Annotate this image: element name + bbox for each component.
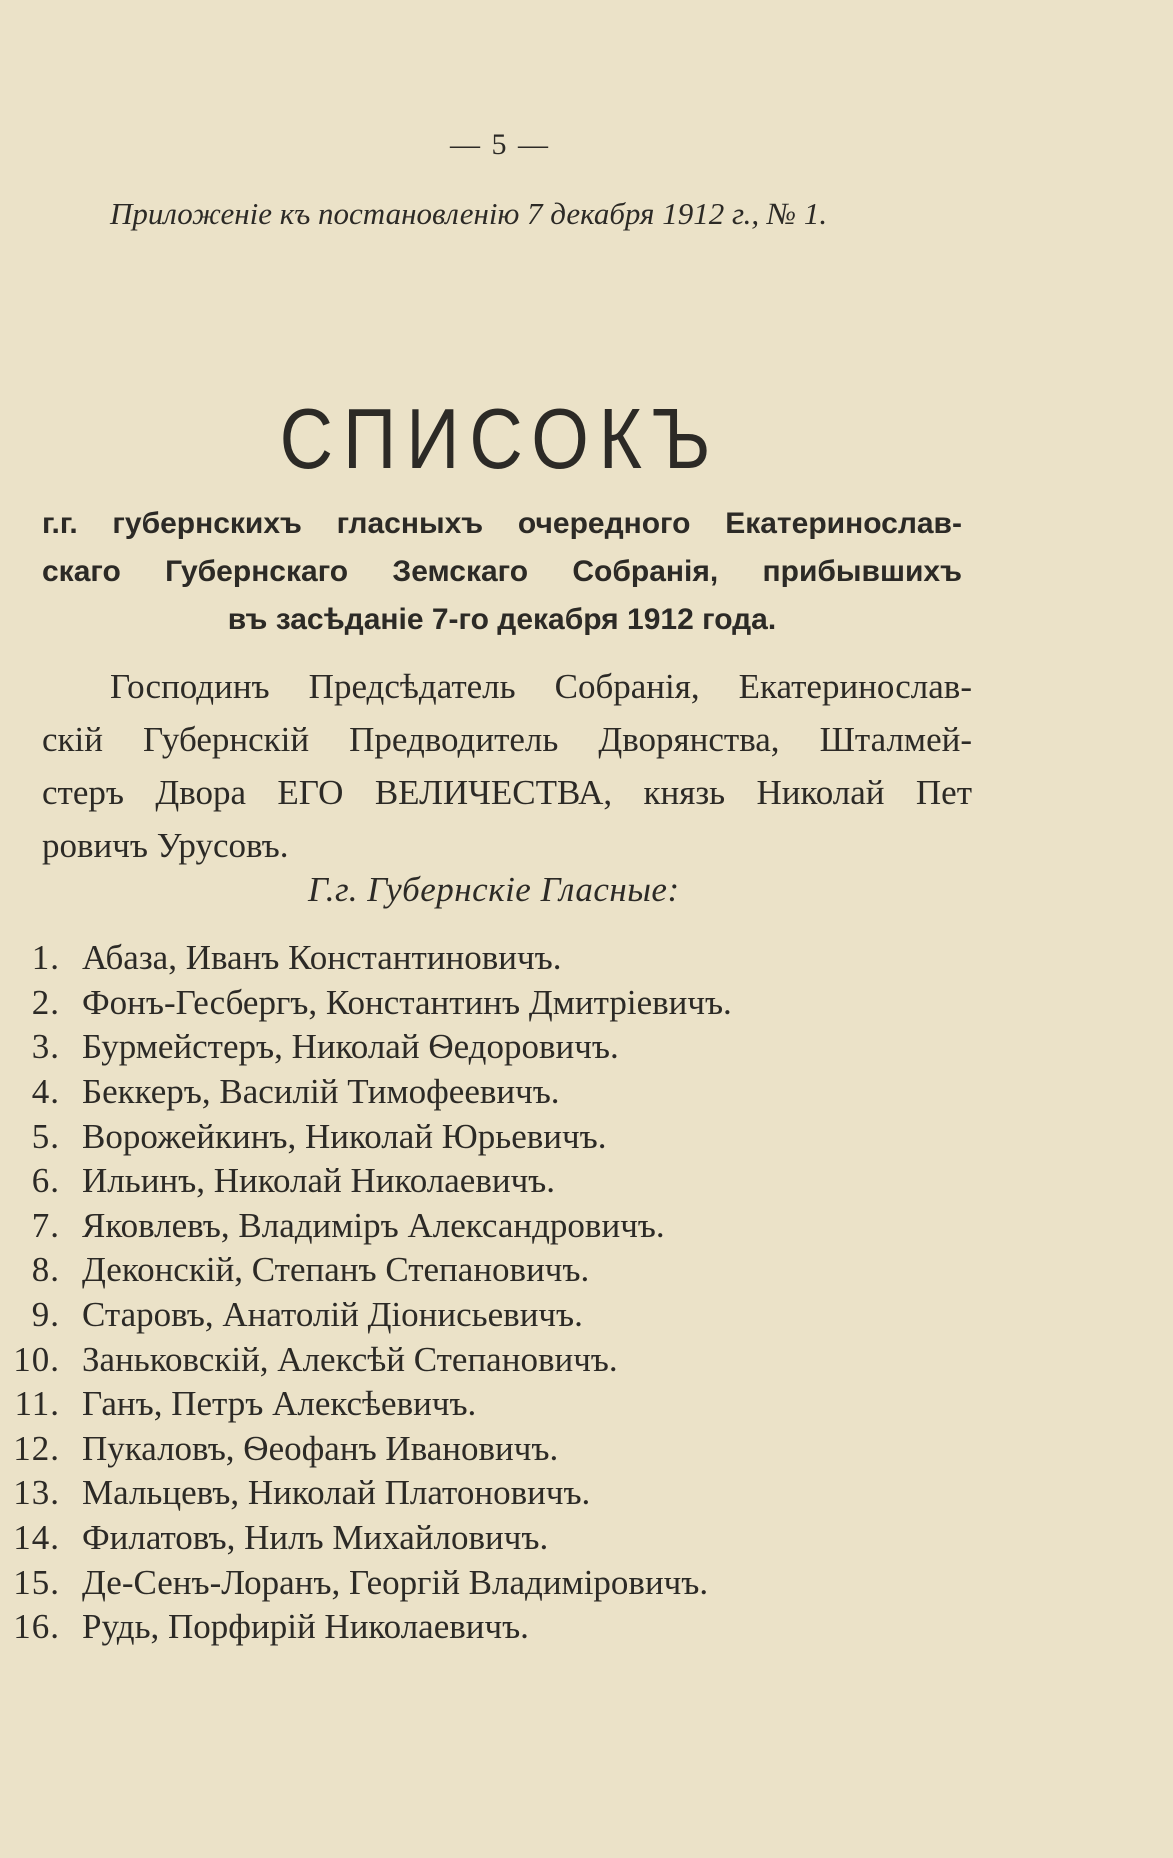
item-number: 7. bbox=[31, 1205, 60, 1245]
item-number: 15. bbox=[13, 1562, 60, 1602]
chairman-line: ровичъ Урусовъ. bbox=[42, 826, 289, 865]
member-name: Ильинъ, Николай Николаевичъ. bbox=[82, 1161, 556, 1201]
section-heading: Г.г. Губернскіе Гласные: bbox=[308, 870, 680, 909]
appendix-note: Приложеніе къ постановленію 7 декабря 1912 г., № 1. bbox=[110, 196, 828, 231]
member-name: Беккеръ, Василій Тимофеевичъ. bbox=[82, 1072, 560, 1112]
members-list bbox=[0, 936, 1000, 1650]
list-item bbox=[0, 1070, 1000, 1115]
document-title: СПИСОКЪ bbox=[279, 390, 721, 487]
item-number: 8. bbox=[31, 1250, 60, 1290]
item-number: 6. bbox=[31, 1161, 60, 1201]
list-item bbox=[0, 1471, 1000, 1516]
item-number: 5. bbox=[31, 1116, 60, 1156]
member-name: Старовъ, Анатолій Діонисьевичъ. bbox=[82, 1295, 583, 1335]
member-name: Мальцевъ, Николай Платоновичъ. bbox=[82, 1473, 591, 1513]
list-item bbox=[0, 1204, 1000, 1249]
chairman-line: Господинъ Предсѣдатель Собранія, Екатеринослав- bbox=[110, 667, 972, 706]
member-name: Заньковскій, Алексѣй Степановичъ. bbox=[82, 1339, 618, 1379]
list-item bbox=[0, 1427, 1000, 1472]
document-subtitle bbox=[42, 500, 962, 644]
list-item bbox=[0, 1560, 1000, 1605]
item-number: 12. bbox=[13, 1428, 60, 1468]
item-number: 14. bbox=[13, 1518, 60, 1558]
item-number: 9. bbox=[31, 1295, 60, 1335]
page-number: — 5 — bbox=[450, 128, 550, 161]
item-number: 10. bbox=[13, 1339, 60, 1379]
list-item bbox=[0, 1293, 1000, 1338]
list-item bbox=[0, 1516, 1000, 1561]
item-number: 2. bbox=[31, 982, 60, 1022]
member-name: Абаза, Иванъ Константиновичъ. bbox=[82, 938, 562, 978]
list-item bbox=[0, 1248, 1000, 1293]
subtitle-line: скаго Губернскаго Земскаго Собранія, прибывшихъ bbox=[42, 555, 962, 588]
chairman-line: скій Губернскій Предводитель Дворянства, Шталмей- bbox=[42, 720, 972, 759]
member-name: Ганъ, Петръ Алексѣевичъ. bbox=[82, 1384, 477, 1424]
subtitle-line: въ засѣданіе 7-го декабря 1912 года. bbox=[227, 603, 777, 636]
list-item bbox=[0, 1114, 1000, 1159]
chairman-line: стеръ Двора ЕГО ВЕЛИЧЕСТВА, князь Николай Пет bbox=[42, 773, 972, 812]
list-item bbox=[0, 1337, 1000, 1382]
member-name: Ворожейкинъ, Николай Юрьевичъ. bbox=[82, 1116, 607, 1156]
list-item bbox=[0, 1159, 1000, 1204]
member-name: Пукаловъ, Ѳеофанъ Ивановичъ. bbox=[82, 1428, 559, 1468]
member-name: Деконскій, Степанъ Степановичъ. bbox=[82, 1250, 590, 1290]
list-item bbox=[0, 1025, 1000, 1070]
list-item bbox=[0, 936, 1000, 981]
item-number: 4. bbox=[31, 1072, 60, 1112]
list-item bbox=[0, 1382, 1000, 1427]
member-name: Бурмейстеръ, Николай Ѳедоровичъ. bbox=[82, 1027, 619, 1067]
item-number: 16. bbox=[13, 1607, 60, 1647]
list-item bbox=[0, 1605, 1000, 1650]
chairman-paragraph bbox=[42, 660, 972, 872]
item-number: 11. bbox=[14, 1384, 60, 1424]
member-name: Яковлевъ, Владиміръ Александровичъ. bbox=[82, 1205, 665, 1245]
member-name: Филатовъ, Нилъ Михайловичъ. bbox=[82, 1518, 549, 1558]
member-name: Де-Сенъ-Лоранъ, Георгій Владиміровичъ. bbox=[82, 1562, 709, 1602]
item-number: 13. bbox=[13, 1473, 60, 1513]
subtitle-line: г.г. губернскихъ гласныхъ очередного Екатеринослав- bbox=[42, 507, 962, 540]
item-number: 1. bbox=[31, 938, 60, 978]
member-name: Фонъ-Гесбергъ, Константинъ Дмитріевичъ. bbox=[82, 982, 732, 1022]
member-name: Рудь, Порфирій Николаевичъ. bbox=[82, 1607, 529, 1647]
list-item bbox=[0, 981, 1000, 1026]
item-number: 3. bbox=[31, 1027, 60, 1067]
